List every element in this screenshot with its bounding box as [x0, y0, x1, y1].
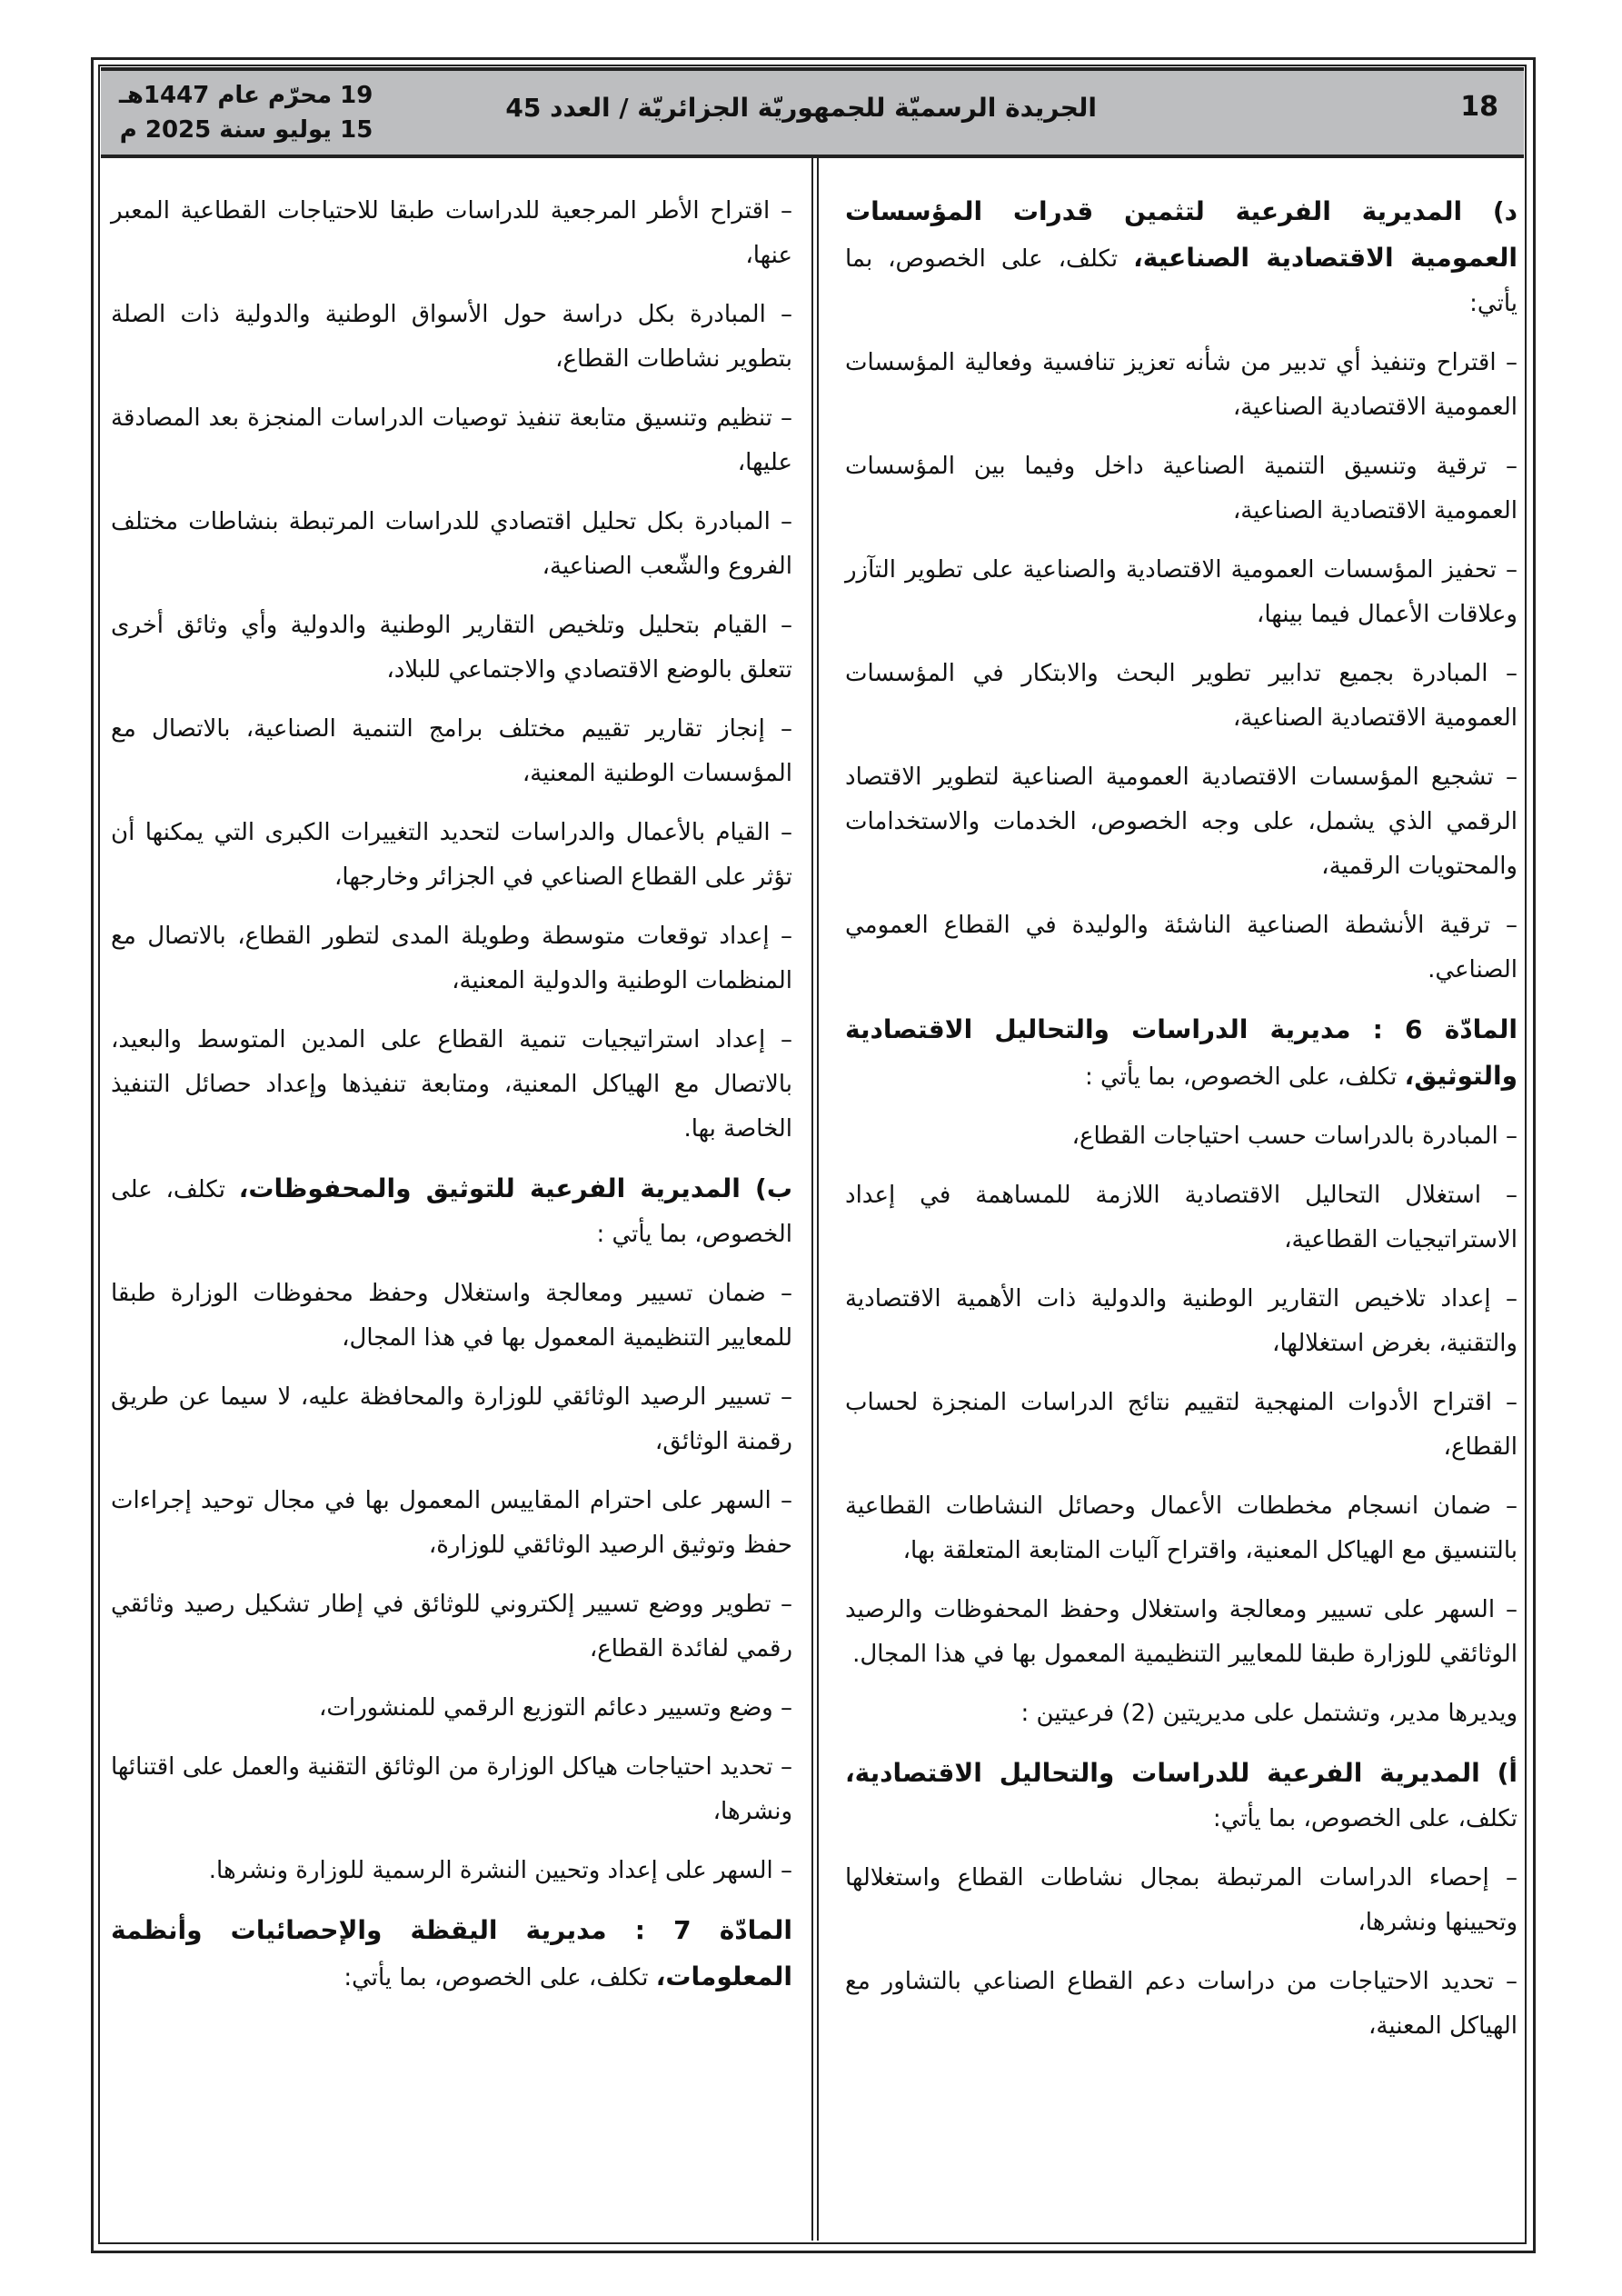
paragraph-text: تكلف، على الخصوص، بما يأتي :	[111, 1176, 792, 1248]
page-number: 18	[1460, 91, 1498, 123]
paragraph-text: تكلف، على الخصوص، بما يأتي:	[343, 1964, 656, 1992]
paragraph-text: – المبادرة بكل دراسة حول الأسواق الوطنية والدولية ذات الصلة بتطوير نشاطات القطاع،	[111, 301, 792, 373]
date-gregorian: 15 يوليو سنة 2025 م	[119, 116, 373, 144]
paragraph-text: ويديرها مدير، وتشتمل على مديريتين (2) فرعيتين :	[1020, 1700, 1518, 1727]
paragraph-text: – إعداد توقعات متوسطة وطويلة المدى لتطور القطاع، بالاتصال مع المنظمات الوطنية والدولية المعنية،	[111, 923, 792, 994]
date-hijri: 19 محرّم عام 1447هـ	[119, 82, 373, 109]
list-item	[845, 444, 1518, 534]
list-item	[845, 1381, 1518, 1470]
list-item	[111, 1745, 792, 1834]
paragraph-text: – وضع وتسيير دعائم التوزيع الرقمي للمنشورات،	[319, 1694, 792, 1722]
paragraph-text: – استغلال التحاليل الاقتصادية اللازمة للمساهمة في إعداد الاستراتيجيات القطاعية،	[845, 1182, 1518, 1253]
paragraph-text: – اقتراح الأطر المرجعية للدراسات طبقا للاحتياجات القطاعية المعبر عنها،	[111, 197, 792, 269]
list-item	[845, 1692, 1518, 1736]
list-item	[845, 1960, 1518, 2049]
paragraph-text: – السهر على تسيير ومعالجة واستغلال وحفظ المحفوظات والرصيد الوثائقي للوزارة طبقا للمعايير التنظيمية المعمول بها في هذا المجال.	[845, 1596, 1518, 1668]
section-heading-paragraph	[111, 1166, 792, 1257]
section-heading-paragraph	[111, 1908, 792, 2001]
list-item	[111, 293, 792, 382]
page-header	[101, 67, 1524, 158]
paragraph-text: – تحديد احتياجات هياكل الوزارة من الوثائق التقنية والعمل على اقتنائها ونشرها،	[111, 1753, 792, 1825]
list-item	[111, 1479, 792, 1568]
paragraph-text: – تطوير ووضع تسيير إلكتروني للوثائق في إطار تشكيل رصيد وثائقي رقمي لفائدة القطاع،	[111, 1591, 792, 1662]
paragraph-text: – ضمان تسيير ومعالجة واستغلال وحفظ محفوظات الوزارة طبقا للمعايير التنظيمية المعمول بها في هذا المجال،	[111, 1280, 792, 1352]
list-item	[845, 1588, 1518, 1677]
paragraph-text: – تحفيز المؤسسات العمومية الاقتصادية والصناعية على تطوير التآزر وعلاقات الأعمال فيما بينها،	[845, 556, 1518, 628]
list-item	[845, 1173, 1518, 1263]
paragraph-text: – اقتراح وتنفيذ أي تدبير من شأنه تعزيز تنافسية وفعالية المؤسسات العمومية الاقتصادية الصناعية،	[845, 349, 1518, 421]
heading-bold-text: المادّة 7 : مديرية اليقظة والإحصائيات وأنظمة المعلومات،	[111, 1915, 793, 1992]
paragraph-text: – ترقية الأنشطة الصناعية الناشئة والوليدة في القطاع العمومي الصناعي.	[845, 912, 1518, 983]
list-item	[845, 1277, 1518, 1366]
paragraph-text: – اقتراح الأدوات المنهجية لتقييم نتائج الدراسات المنجزة لحساب القطاع،	[845, 1389, 1518, 1461]
column-divider	[811, 155, 819, 2241]
paragraph-text: – إنجاز تقارير تقييم مختلف برامج التنمية الصناعية، بالاتصال مع المؤسسات الوطنية المعنية،	[111, 715, 792, 787]
list-item	[111, 1375, 792, 1464]
paragraph-text: تكلف، على الخصوص، بما يأتي:	[1212, 1805, 1518, 1832]
list-item	[111, 500, 792, 589]
list-item	[111, 1272, 792, 1361]
list-item	[845, 1856, 1518, 1945]
heading-bold-text: المادّة 6 : مديرية الدراسات والتحاليل الاقتصادية والتوثيق،	[845, 1014, 1518, 1091]
list-item	[111, 189, 792, 278]
list-item	[845, 903, 1518, 993]
right-column	[845, 189, 1518, 2063]
paragraph-text: – ضمان انسجام مخططات الأعمال وحصائل النشاطات القطاعية بالتنسيق مع الهياكل المعنية، واقتراح آليات المتابعة المتعلقة بها،	[845, 1492, 1518, 1564]
list-item	[845, 1484, 1518, 1573]
paragraph-text: – إحصاء الدراسات المرتبطة بمجال نشاطات القطاع واستغلالها وتحيينها ونشرها،	[845, 1864, 1518, 1936]
list-item	[111, 1018, 792, 1152]
list-item	[111, 1582, 792, 1672]
paragraph-text: – المبادرة بجميع تدابير تطوير البحث والابتكار في المؤسسات العمومية الاقتصادية الصناعية،	[845, 660, 1518, 732]
paragraph-text: – تسيير الرصيد الوثائقي للوزارة والمحافظة عليه، لا سيما عن طريق رقمنة الوثائق،	[111, 1383, 792, 1455]
list-item	[845, 652, 1518, 741]
paragraph-text: – إعداد استراتيجيات تنمية القطاع على المدين المتوسط والبعيد، بالاتصال مع الهياكل المعنية، ومتابعة تنفيذها وإعداد حصائل التنفيذ الخاصة بها.	[111, 1026, 792, 1143]
paragraph-text: تكلف، على الخصوص، بما يأتي:	[845, 245, 1518, 317]
heading-bold-text: ب) المديرية الفرعية للتوثيق والمحفوظات،	[238, 1173, 792, 1203]
paragraph-text: – المبادرة بالدراسات حسب احتياجات القطاع،	[1071, 1123, 1518, 1150]
paragraph-text: – إعداد تلاخيص التقارير الوطنية والدولية ذات الأهمية الاقتصادية والتقنية، بغرض استغلالها،	[845, 1285, 1518, 1357]
list-item	[111, 396, 792, 485]
list-item	[111, 1849, 792, 1893]
list-item	[845, 341, 1518, 430]
paragraph-text: – تحديد الاحتياجات من دراسات دعم القطاع الصناعي بالتشاور مع الهياكل المعنية،	[845, 1968, 1518, 2040]
heading-bold-text: د) المديرية الفرعية لتثمين قدرات المؤسسات العمومية الاقتصادية الصناعية،	[845, 196, 1518, 273]
issue-date	[119, 78, 373, 147]
list-item	[111, 1686, 792, 1731]
section-heading-paragraph	[845, 189, 1518, 326]
paragraph-text: – ترقية وتنسيق التنمية الصناعية داخل وفيما بين المؤسسات العمومية الاقتصادية الصناعية،	[845, 453, 1518, 524]
paragraph-text: – القيام بتحليل وتلخيص التقارير الوطنية والدولية وأي وثائق أخرى تتعلق بالوضع الاقتصادي والاجتماعي للبلاد،	[111, 612, 792, 684]
left-column	[111, 189, 792, 2015]
section-heading-paragraph	[845, 1751, 1518, 1842]
list-item	[111, 811, 792, 900]
list-item	[845, 548, 1518, 637]
paragraph-text: – تنظيم وتنسيق متابعة تنفيذ توصيات الدراسات المنجزة بعد المصادقة عليها،	[111, 404, 792, 476]
section-heading-paragraph	[845, 1007, 1518, 1100]
journal-title: الجريدة الرسميّة للجمهوريّة الجزائريّة / العدد 45	[505, 93, 1097, 123]
paragraph-text: – السهر على احترام المقاييس المعمول بها في مجال توحيد إجراءات حفظ وتوثيق الرصيد الوثائقي للوزارة،	[111, 1487, 792, 1559]
paragraph-text: – تشجيع المؤسسات الاقتصادية العمومية الصناعية لتطوير الاقتصاد الرقمي الذي يشمل، على وجه الخصوص، الخدمات والاستخدامات والمحتويات الرقمية،	[845, 764, 1518, 880]
paragraph-text: تكلف، على الخصوص، بما يأتي :	[1085, 1063, 1405, 1091]
list-item	[845, 755, 1518, 889]
list-item	[845, 1114, 1518, 1159]
list-item	[111, 604, 792, 693]
list-item	[111, 707, 792, 796]
list-item	[111, 914, 792, 1003]
paragraph-text: – القيام بالأعمال والدراسات لتحديد التغييرات الكبرى التي يمكنها أن تؤثر على القطاع الصناعي في الجزائر وخارجها،	[111, 819, 792, 891]
heading-bold-text: أ) المديرية الفرعية للدراسات والتحاليل الاقتصادية،	[845, 1758, 1518, 1788]
paragraph-text: – السهر على إعداد وتحيين النشرة الرسمية للوزارة ونشرها.	[208, 1857, 792, 1884]
paragraph-text: – المبادرة بكل تحليل اقتصادي للدراسات المرتبطة بنشاطات مختلف الفروع والشّعب الصناعية،	[111, 508, 792, 580]
